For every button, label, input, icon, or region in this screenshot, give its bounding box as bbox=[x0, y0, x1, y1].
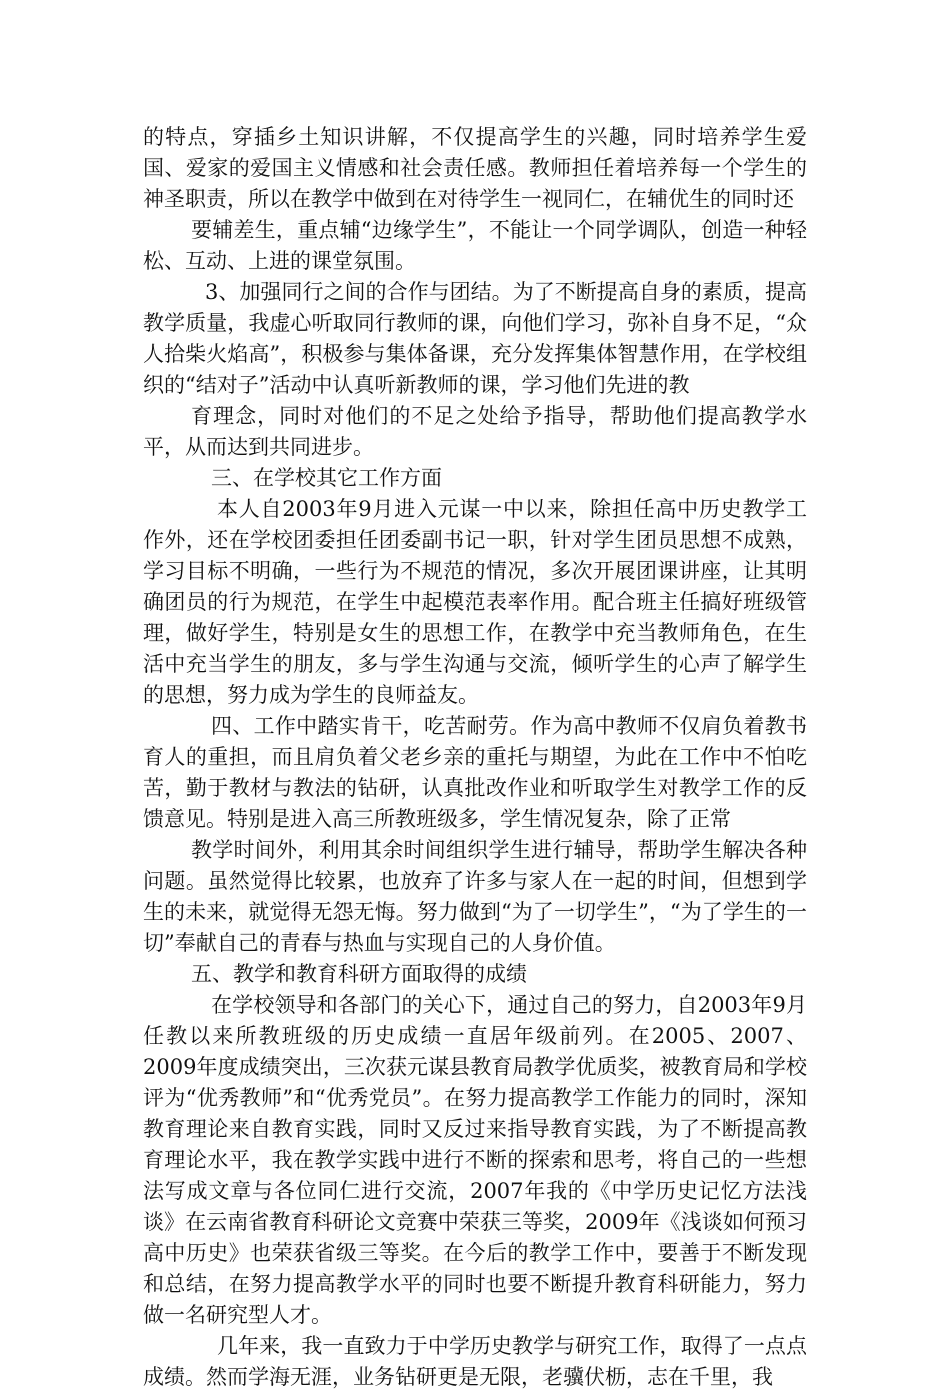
paragraph-2: 要辅差生，重点辅“边缘学生”，不能让一个同学调队，创造一种轻松、互动、上进的课堂氛围。 bbox=[143, 218, 807, 273]
paragraph-1: 的特点，穿插乡土知识讲解，不仅提高学生的兴趣，同时培养学生爱国、爱家的爱国主义情感和社会责任感。教师担任着培养每一个学生的神圣职责，所以在教学中做到在对待学生一视同仁，在辅优生的同时还 bbox=[143, 125, 807, 211]
paragraph-4: 育理念，同时对他们的不足之处给予指导，帮助他们提高教学水平，从而达到共同进步。 bbox=[143, 404, 807, 459]
paragraph-7: 教学时间外，利用其余时间组织学生进行辅导，帮助学生解决各种问题。虽然觉得比较累，也放弃了许多与家人在一起的时间，但想到学生的未来，就觉得无怨无悔。努力做到“为了一切学生”，“为了学生的一切”奉献自己的青春与热血与实现自己的人身价值。 bbox=[143, 838, 807, 955]
paragraph-8: 在学校领导和各部门的关心下，通过自己的努力，自2003年9月任教以来所教班级的历史成绩一直居年级前列。在2005、2007、2009年度成绩突出，三次获元谋县教育局教学优质奖，被教育局和学校评为“优秀教师”和“优秀党员”。在努力提高教学工作能力的同时，深知教育理论来自教育实践，同时又反过来指导教育实践，为了不断提高教育理论水平，我在教学实践中进行不断的探索和思考，将自己的一些想法写成文章与各位同仁进行交流，2007年我的《中学历史记忆方法浅谈》在云南省教育科研论文竞赛中荣获三等奖，2009年《浅谈如何预习高中历史》也荣获省级三等奖。在今后的教学工作中，要善于不断发现和总结，在努力提高教学水平的同时也要不断提升教育科研能力，努力做一名研究型人才。 bbox=[143, 993, 807, 1327]
paragraph-6: 四、工作中踏实肯干，吃苦耐劳。作为高中教师不仅肩负着教书育人的重担，而且肩负着父老乡亲的重托与期望，为此在工作中不怕吃苦，勤于教材与教法的钻研，认真批改作业和听取学生对教学工作的反馈意见。特别是进入高三所教班级多，学生情况复杂，除了正常 bbox=[143, 714, 807, 831]
document-body bbox=[143, 122, 807, 1393]
paragraph-9: 几年来，我一直致力于中学历史教学与研究工作，取得了一点点成绩。然而学海无涯，业务钻研更是无限，老骥伏枥，志在千里，我 bbox=[143, 1334, 807, 1389]
paragraph-3: 3、加强同行之间的合作与团结。为了不断提高自身的素质，提高教学质量，我虚心听取同行教师的课，向他们学习，弥补自身不足，“众人拾柴火焰高”，积极参与集体备课，充分发挥集体智慧作用，在学校组织的“结对子”活动中认真听新教师的课，学习他们先进的教 bbox=[143, 280, 807, 397]
section-heading-3: 三、在学校其它工作方面 bbox=[211, 466, 442, 490]
section-heading-5: 五、教学和教育科研方面取得的成绩 bbox=[191, 962, 527, 986]
paragraph-5: 本人自2003年9月进入元谋一中以来，除担任高中历史教学工作外，还在学校团委担任团委副书记一职，针对学生团员思想不成熟，学习目标不明确，一些行为不规范的情况，多次开展团课讲座，让其明确团员的行为规范，在学生中起模范表率作用。配合班主任搞好班级管理，做好学生，特别是女生的思想工作，在教学中充当教师角色，在生活中充当学生的朋友，多与学生沟通与交流，倾听学生的心声了解学生的思想，努力成为学生的良师益友。 bbox=[143, 497, 807, 707]
